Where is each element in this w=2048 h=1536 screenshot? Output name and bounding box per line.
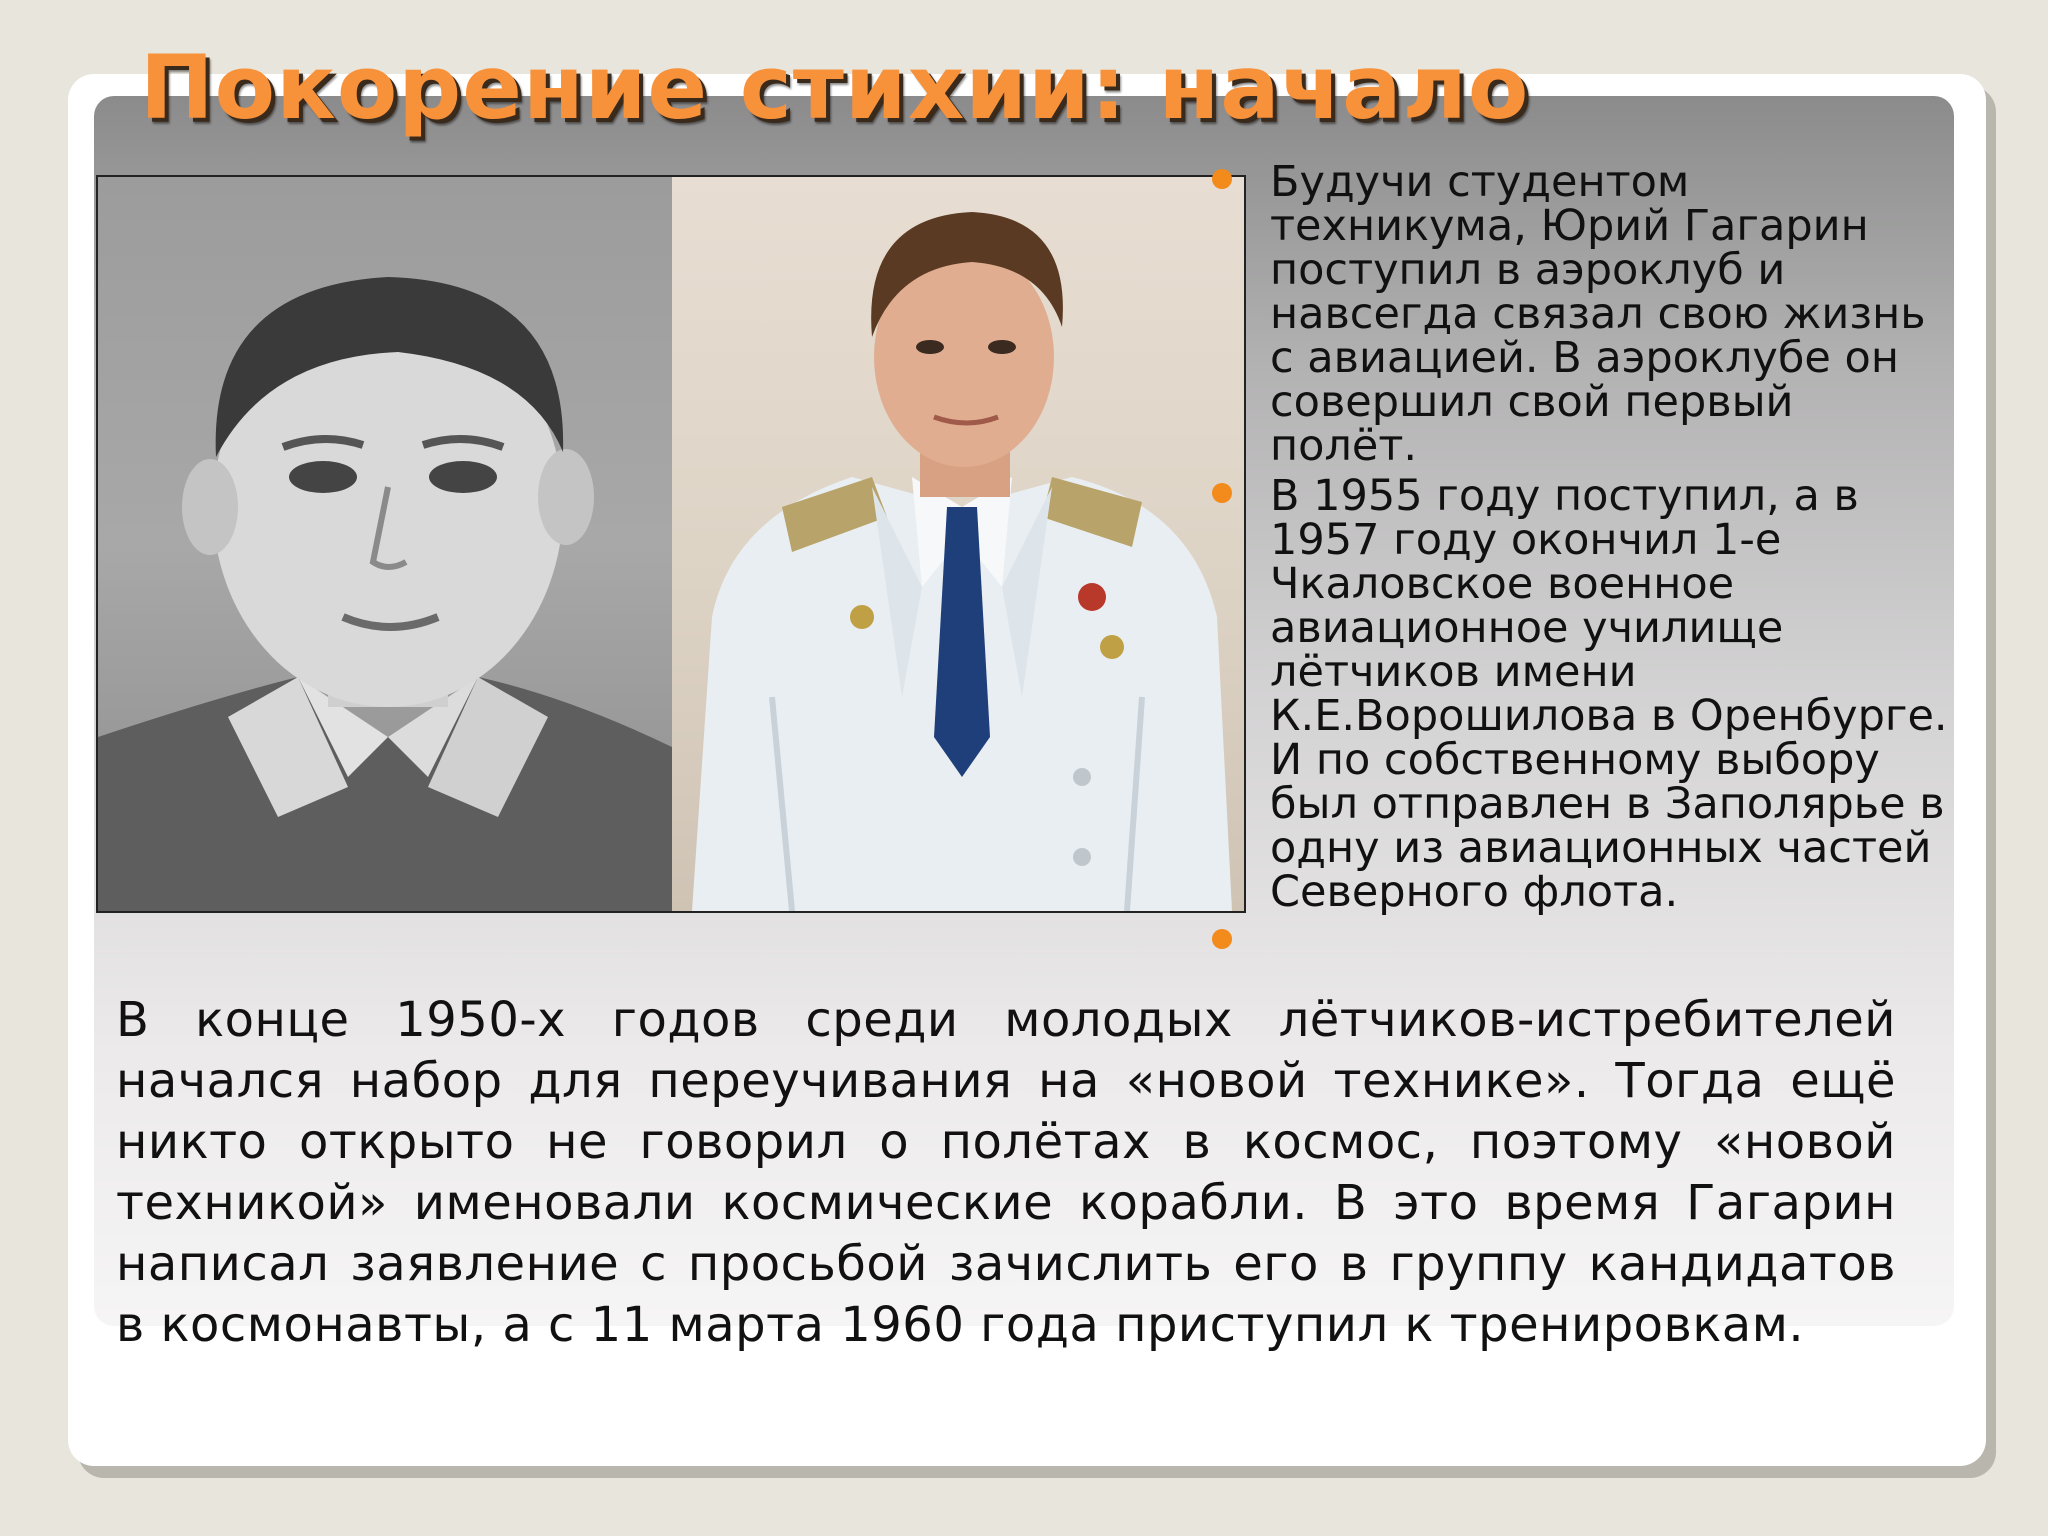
bullet-dot-icon — [1212, 483, 1232, 503]
adult-photo — [672, 177, 1244, 911]
bullet-item — [1212, 157, 1952, 471]
uniform-portrait-illustration — [672, 177, 1244, 911]
slide-title: Покорение стихии: начало — [140, 36, 1530, 139]
childhood-portrait-illustration — [98, 177, 672, 911]
main-paragraph: В конце 1950-х годов среди молодых лётчиков-истребителей начался набор для переучивания на «новой технике». Тогда ещё никто открыто не говорил о полётах в космос, поэтому «новой техникой» именовали космические корабли. В это время Гагарин написал заявление с просьбой зачислить его в группу кандидатов в космонавты, а с 11 марта 1960 года приступил к тренировкам. — [116, 992, 1896, 1353]
bullet-dot-icon — [1212, 929, 1232, 949]
childhood-photo — [98, 177, 672, 911]
bullet-text: В 1955 году поступил, а в 1957 году окончил 1-е Чкаловское военное авиационное училище лётчиков имени К.Е.Ворошилова в Оренбурге. И по собственному выбору был отправлен в Заполярье в одну из авиационных частей Северного флота. — [1270, 471, 1948, 917]
gagarin-photo-collage — [96, 175, 1246, 913]
bullet-item — [1212, 471, 1952, 917]
bullet-list — [1212, 157, 1952, 964]
bullet-item-empty — [1212, 920, 1952, 964]
bullet-text: Будучи студентом техникума, Юрий Гагарин поступил в аэроклуб и навсегда связал свою жизнь с авиацией. В аэроклубе он совершил свой первый полёт. — [1270, 157, 1926, 471]
bullet-dot-icon — [1212, 169, 1232, 189]
